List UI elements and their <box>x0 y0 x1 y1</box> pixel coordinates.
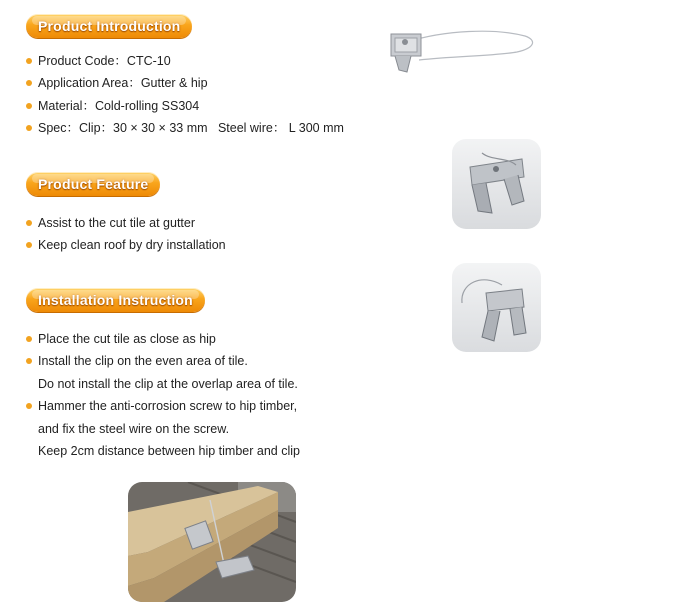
list-item: Keep clean roof by dry installation <box>26 234 226 256</box>
list-item: Place the cut tile as close as hip <box>26 328 300 350</box>
installation-list <box>26 328 300 462</box>
clip-side-photo <box>452 263 541 352</box>
feature-list <box>26 212 226 257</box>
clip-closeup-photo <box>452 139 541 229</box>
introduction-list <box>26 50 344 140</box>
list-item: Install the clip on the even area of tile. <box>26 350 300 372</box>
section-title-installation-instruction: Installation Instruction <box>26 288 205 312</box>
clip-with-wire-photo <box>385 22 540 80</box>
list-item: Application Area：Gutter & hip <box>26 72 344 94</box>
list-item: Spec：Clip：30 × 30 × 33 mm Steel wire： L 300 mm <box>26 117 344 139</box>
section-title-product-feature: Product Feature <box>26 172 160 196</box>
list-item: Assist to the cut tile at gutter <box>26 212 226 234</box>
installation-on-roof-photo <box>128 482 296 602</box>
list-item: Hammer the anti-corrosion screw to hip timber, <box>26 395 300 417</box>
list-item: Material：Cold-rolling SS304 <box>26 95 344 117</box>
list-item: and fix the steel wire on the screw. <box>38 421 230 436</box>
section-title-product-introduction: Product Introduction <box>26 14 192 38</box>
list-item: Product Code：CTC-10 <box>26 50 344 72</box>
list-item: Keep 2cm distance between hip timber and clip <box>38 443 300 458</box>
list-item: Do not install the clip at the overlap area of tile. <box>38 376 298 391</box>
